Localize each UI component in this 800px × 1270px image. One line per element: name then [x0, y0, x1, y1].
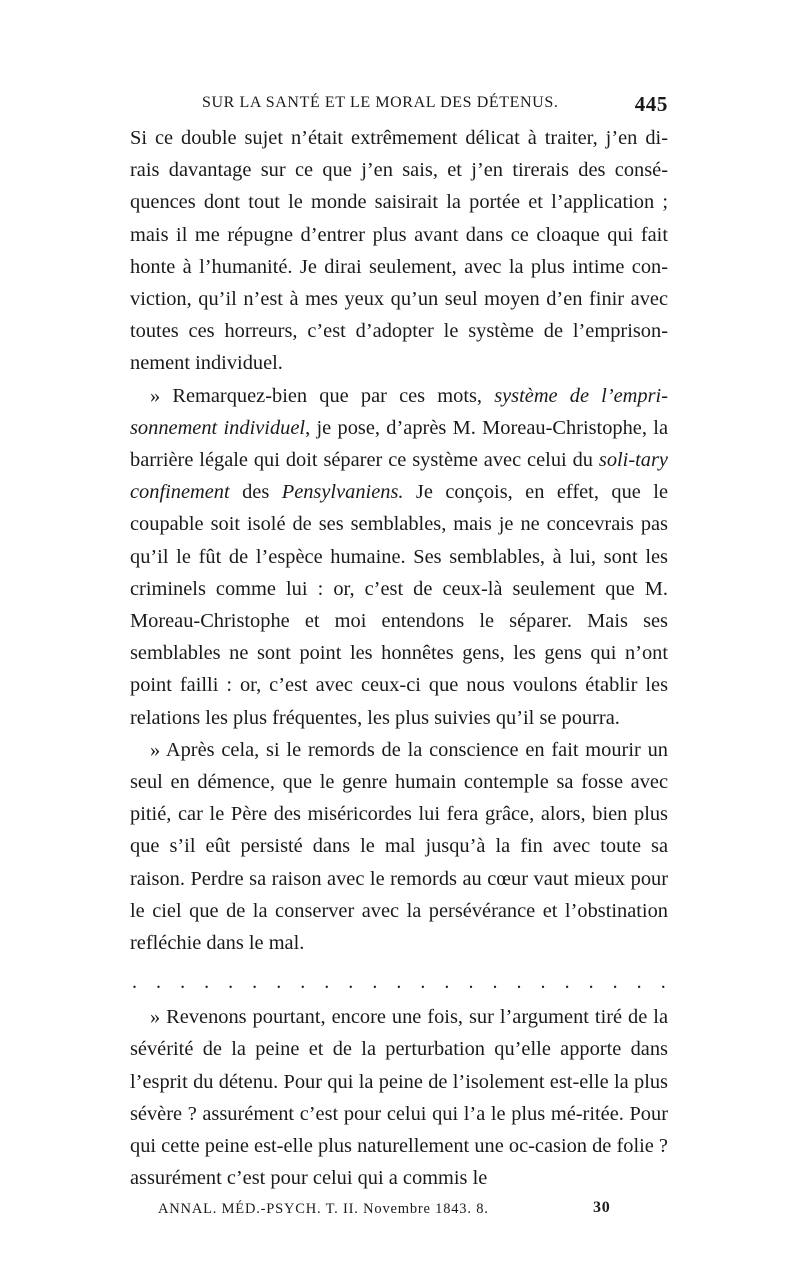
ellipsis-dot: .: [492, 971, 498, 994]
ellipsis-dot: .: [588, 971, 594, 994]
ellipsis-dot: .: [300, 971, 306, 994]
text-segment: » Revenons pourtant, encore une fois, sur l’argument tiré de la sévérité de la peine et de la perturbation qu’elle apporte dans l’esprit du détenu. Pour qui la peine de l’isolement est-elle la plus sévère ? assurément c’est pour celui qui l’a le plus mé-ritée. Pour qui cette peine est-elle plus naturellement une oc-casion de folie ? assurément c’est pour celui qui a commis le: [130, 1006, 668, 1190]
italic-text: système de l’empri-sonnement individuel: [130, 384, 668, 439]
running-title: SUR LA SANTÉ ET LE MORAL DES DÉTENUS.: [202, 94, 559, 111]
ellipsis-dot: .: [636, 971, 642, 994]
italic-text: soli-tary confinement: [130, 449, 668, 504]
ellipsis-dot: .: [396, 971, 402, 994]
text-segment: Je conçois, en effet, que le coupable soit isolé de ses semblables, mais je ne concevrais pas qu’il le fût de l’espèce humaine. Ses semblables, à lui, sont les criminels comme lui : or, c’est de ceux-là seulement que M. Moreau-Christophe et moi entendons le séparer. Mais ses semblables ne sont point les honnêtes gens, les gens qui n’ont point failli : or, c’est avec ceux-ci que nous voulons établir les relations les plus fréquentes, les plus suivies qu’il se pourra.: [130, 481, 668, 729]
sheet-number: 30: [593, 1198, 611, 1216]
body-text: [130, 122, 668, 1195]
paragraph: [130, 1001, 668, 1194]
ellipsis-dot: .: [612, 971, 618, 994]
ellipsis-dot: .: [252, 971, 258, 994]
paragraph: [130, 122, 668, 380]
ellipsis-dot: .: [132, 971, 137, 994]
ellipsis-dot: .: [420, 971, 426, 994]
ellipsis-dot: .: [516, 971, 522, 994]
ellipsis-dot: .: [228, 971, 234, 994]
running-header: [130, 92, 668, 122]
ellipsis-dot: .: [204, 971, 210, 994]
page-number: 445: [634, 92, 668, 116]
text-segment: , je pose, d’après M. Moreau-Christophe, la barrière légale qui doit séparer ce système avec celui du: [130, 416, 668, 472]
ellipsis-dot: .: [180, 971, 186, 994]
paragraph: [130, 380, 668, 734]
ellipsis-dot: .: [540, 971, 546, 994]
signature-line: [130, 1197, 668, 1225]
italic-text: Pensylvaniens.: [281, 481, 404, 504]
journal-signature: ANNAL. MÉD.-PSYCH. T. II. Novembre 1843. 8.: [158, 1200, 489, 1217]
ellipsis-dot: .: [660, 971, 666, 994]
ellipsis-dot: .: [468, 971, 474, 994]
ellipsis-dot: .: [564, 971, 570, 994]
ellipsis-dot: .: [444, 971, 450, 994]
ellipsis-separator: [130, 967, 668, 997]
book-page: [130, 92, 668, 1225]
ellipsis-dot: .: [372, 971, 378, 994]
ellipsis-dot: .: [348, 971, 354, 994]
text-segment: » Remarquez-bien que par ces mots,: [150, 384, 495, 407]
text-segment: » Après cela, si le remords de la conscience en fait mourir un seul en démence, que le genre humain contemple sa fosse avec pitié, car le Père des miséricordes lui fera grâce, alors, bien plus que s’il eût persisté dans le mal jusqu’à la fin avec toute sa raison. Perdre sa raison avec le remords au cœur vaut mieux pour le ciel que de la conserver avec la persévérance et l’obstination refléchie dans le mal.: [130, 738, 668, 955]
ellipsis-dot: .: [276, 971, 282, 994]
paragraph: [130, 734, 668, 959]
ellipsis-dot: .: [156, 971, 162, 994]
ellipsis-dot: .: [324, 971, 330, 994]
text-segment: des: [229, 481, 282, 504]
text-segment: Si ce double sujet n’était extrêmement délicat à traiter, j’en di-rais davantage sur ce que j’en sais, et j’en tirerais des consé-quences dont tout le monde saisirait la portée et l’application ; mais il me répugne d’entrer plus avant dans ce cloaque qui fait honte à l’humanité. Je dirai seulement, avec la plus intime con-viction, qu’il n’est à mes yeux qu’un seul moyen d’en finir avec toutes ces horreurs, c’est d’adopter le système de l’emprison-nement individuel.: [130, 127, 668, 375]
